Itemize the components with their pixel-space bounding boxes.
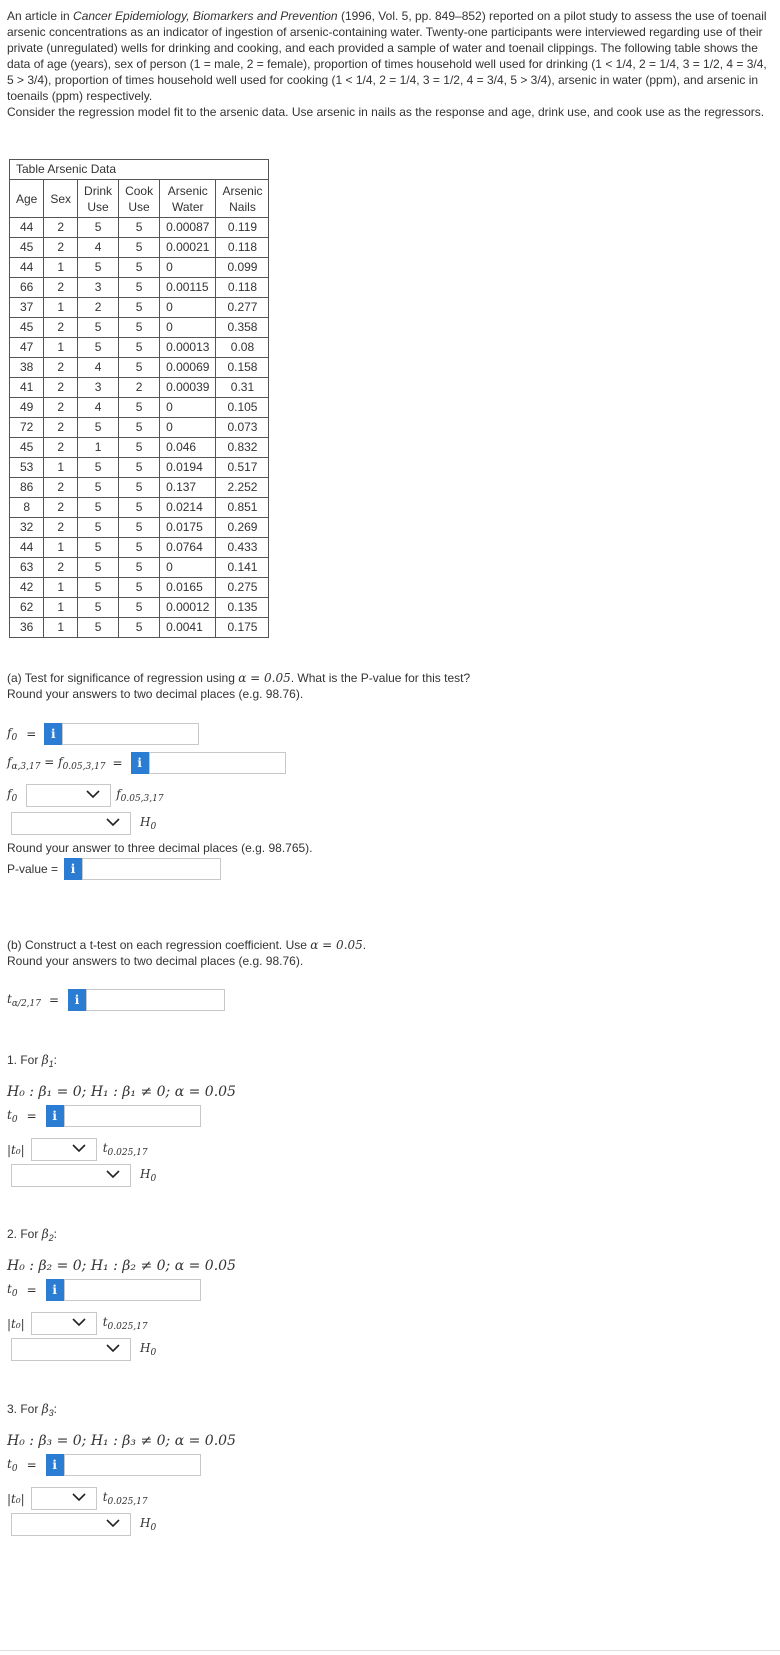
beta-2-t0-input[interactable] <box>64 1279 201 1301</box>
table-cell: 44 <box>10 218 44 238</box>
table-cell: 0.175 <box>216 618 269 638</box>
table-caption: Table Arsenic Data <box>9 159 269 179</box>
table-row <box>10 438 269 458</box>
table-row <box>10 238 269 258</box>
beta-3-heading: 3. For $\beta_3$: <box>7 1402 57 1418</box>
table-cell: 0.00087 <box>160 218 216 238</box>
table-cell: 5 <box>78 258 119 278</box>
table-cell: 5 <box>119 458 160 478</box>
table-cell: 0.269 <box>216 518 269 538</box>
f0-row: $f_0$ = i <box>7 723 199 745</box>
table-cell: 0.119 <box>216 218 269 238</box>
beta-1-h0-row <box>11 1164 156 1187</box>
table-cell: 2 <box>44 218 78 238</box>
beta-3-h0-row <box>11 1513 156 1536</box>
table-header-cell: Sex <box>44 180 78 218</box>
table-cell: 32 <box>10 518 44 538</box>
table-cell: 5 <box>119 258 160 278</box>
table-cell: 2 <box>44 358 78 378</box>
table-cell: 0.118 <box>216 278 269 298</box>
table-cell: 0.00012 <box>160 598 216 618</box>
journal-name: Cancer Epidemiology, Biomarkers and Prevention <box>73 9 338 23</box>
table-cell: 2 <box>119 378 160 398</box>
info-icon[interactable]: i <box>131 752 149 774</box>
table-row <box>10 518 269 538</box>
table-row <box>10 618 269 638</box>
table-cell: 42 <box>10 578 44 598</box>
beta-2-comparison-select[interactable] <box>31 1312 97 1335</box>
table-cell: 2 <box>44 518 78 538</box>
t0-label: $t_0$ <box>7 1281 18 1299</box>
h0-decision-row <box>11 812 156 835</box>
table-cell: 5 <box>119 538 160 558</box>
t-critical-input[interactable] <box>86 989 225 1011</box>
table-cell: 5 <box>119 358 160 378</box>
table-cell: 0.0041 <box>160 618 216 638</box>
table-cell: 86 <box>10 478 44 498</box>
table-row <box>10 218 269 238</box>
problem-statement <box>7 8 773 120</box>
pvalue-row <box>7 858 221 880</box>
table-cell: 2 <box>44 278 78 298</box>
f0-label: $f_0$ <box>7 725 18 743</box>
table-cell: 5 <box>119 438 160 458</box>
h0-label: $H_0$ <box>140 1341 157 1358</box>
table-cell: 1 <box>44 598 78 618</box>
table-row <box>10 338 269 358</box>
beta-3-t0-input[interactable] <box>64 1454 201 1476</box>
table-cell: 3 <box>78 378 119 398</box>
table-cell: 47 <box>10 338 44 358</box>
table-cell: 5 <box>78 518 119 538</box>
table-body <box>10 218 269 638</box>
table-cell: 0.433 <box>216 538 269 558</box>
table-cell: 41 <box>10 378 44 398</box>
table-cell: 5 <box>78 338 119 358</box>
table-cell: 1 <box>44 618 78 638</box>
table-cell: 5 <box>78 558 119 578</box>
table-cell: 0.517 <box>216 458 269 478</box>
table-cell: 2 <box>44 498 78 518</box>
table-cell: 2 <box>44 318 78 338</box>
table-cell: 5 <box>78 498 119 518</box>
table-cell: 0.0194 <box>160 458 216 478</box>
table-cell: 2 <box>44 478 78 498</box>
table-header-cell: Arsenic Nails <box>216 180 269 218</box>
t-critical-compare-label: $t_{0.025,17}$ <box>102 1315 148 1332</box>
table-cell: 44 <box>10 538 44 558</box>
beta-1-h0-decision-select[interactable] <box>11 1164 131 1187</box>
table-row <box>10 358 269 378</box>
t-critical-label: $t_{\alpha/2,17}$ <box>7 991 41 1009</box>
table-cell: 45 <box>10 438 44 458</box>
beta-1-comparison-select[interactable] <box>31 1138 97 1161</box>
table-row <box>10 478 269 498</box>
f-critical-input[interactable] <box>149 752 286 774</box>
table-cell: 4 <box>78 358 119 378</box>
table-cell: 0.0175 <box>160 518 216 538</box>
t0-label: $t_0$ <box>7 1107 18 1125</box>
chevron-down-icon <box>86 787 100 801</box>
chevron-down-icon <box>72 1141 86 1155</box>
table-cell: 5 <box>119 218 160 238</box>
table-cell: 2 <box>44 378 78 398</box>
chevron-down-icon <box>72 1315 86 1329</box>
chevron-down-icon <box>72 1490 86 1504</box>
table-cell: 0.00039 <box>160 378 216 398</box>
table-cell: 5 <box>119 318 160 338</box>
table-cell: 0 <box>160 258 216 278</box>
table-cell: 5 <box>119 418 160 438</box>
table-cell: 5 <box>78 538 119 558</box>
part-b-question: (b) Construct a t-test on each regression coefficient. Use α = 0.05. Round your answers to two decimal places (e.g. 98.76). <box>7 937 767 969</box>
intro-paragraph: An article in Cancer Epidemiology, Biomarkers and Prevention (1996, Vol. 5, pp. 849–852) reported on a pilot study to assess the use of toenail arsenic concentrations as an indicator of ingestion of arsenic-containing water. Twenty-one participants were interviewed regarding use of their private (unregulated) wells for drinking and cooking, and each provided a sample of water and toenail clippings. The following table shows the data of age (years), sex of person (1 = male, 2 = female), proportion of times household well used for drinking (1 < 1/4, 2 = 1/4, 3 = 1/2, 4 = 3/4, 5 > 3/4), proportion of times household well used for cooking (1 < 1/4, 2 = 1/4, 3 = 1/2, 4 = 3/4, 5 > 3/4), arsenic in water (ppm), and arsenic in toenails (ppm) respectively. <box>7 9 767 103</box>
table-cell: 0.141 <box>216 558 269 578</box>
table-cell: 2.252 <box>216 478 269 498</box>
part-a-question: (a) Test for significance of regression using α = 0.05. What is the P-value for this test? Round your answers to two decimal places (e.g. 98.76). <box>7 670 767 702</box>
table-row <box>10 498 269 518</box>
table-cell: 0 <box>160 398 216 418</box>
table-row <box>10 298 269 318</box>
table-cell: 5 <box>119 238 160 258</box>
beta-2-h0-row <box>11 1338 156 1361</box>
table-row <box>10 578 269 598</box>
table-cell: 5 <box>78 578 119 598</box>
table-cell: 63 <box>10 558 44 578</box>
info-icon[interactable]: i <box>68 989 86 1011</box>
beta-2-compare-row <box>7 1312 148 1335</box>
table-cell: 53 <box>10 458 44 478</box>
table-cell: 4 <box>78 398 119 418</box>
table-cell: 5 <box>119 618 160 638</box>
alpha-value: α = 0.05 <box>310 938 363 952</box>
table-cell: 0.00069 <box>160 358 216 378</box>
table-header-cell: Arsenic Water <box>160 180 216 218</box>
table-cell: 1 <box>78 438 119 458</box>
rounding-note: Round your answers to two decimal places (e.g. 98.76). <box>7 954 304 968</box>
rounding-note-three: Round your answer to three decimal places (e.g. 98.765). <box>7 841 313 855</box>
arsenic-data-table-wrap <box>9 159 269 638</box>
f-critical-row: $f_{\alpha,3,17} = f_{0.05,3,17}$ = i <box>7 752 286 774</box>
table-header-cell: Age <box>10 180 44 218</box>
table-cell: 45 <box>10 318 44 338</box>
f-comparison-select[interactable] <box>26 784 111 807</box>
table-cell: 0.158 <box>216 358 269 378</box>
table-cell: 1 <box>44 338 78 358</box>
table-cell: 62 <box>10 598 44 618</box>
t0-label: $t_0$ <box>7 1456 18 1474</box>
table-cell: 5 <box>119 518 160 538</box>
beta-2-h0-decision-select[interactable] <box>11 1338 131 1361</box>
table-header-row <box>10 180 269 218</box>
table-cell: 1 <box>44 298 78 318</box>
alpha-value: α = 0.05 <box>238 671 291 685</box>
chevron-down-icon <box>106 815 120 829</box>
table-row <box>10 558 269 578</box>
table-cell: 1 <box>44 458 78 478</box>
table-cell: 0.046 <box>160 438 216 458</box>
info-icon[interactable]: i <box>64 858 82 880</box>
table-cell: 0 <box>160 558 216 578</box>
table-cell: 4 <box>78 238 119 258</box>
intro-instruction: Consider the regression model fit to the arsenic data. Use arsenic in nails as the response and age, drink use, and cook use as the regressors. <box>7 105 765 119</box>
table-cell: 0 <box>160 418 216 438</box>
table-row <box>10 598 269 618</box>
beta-2-heading: 2. For $\beta_2$: <box>7 1227 57 1243</box>
f-compare-row <box>7 784 164 807</box>
chevron-down-icon <box>106 1167 120 1181</box>
table-cell: 0.832 <box>216 438 269 458</box>
table-cell: 5 <box>78 318 119 338</box>
table-cell: 5 <box>78 618 119 638</box>
table-cell: 0.0165 <box>160 578 216 598</box>
info-icon[interactable]: i <box>46 1105 64 1127</box>
table-cell: 0.105 <box>216 398 269 418</box>
table-cell: 2 <box>44 438 78 458</box>
beta-1-compare-row <box>7 1138 148 1161</box>
table-cell: 0.277 <box>216 298 269 318</box>
h0-label: $H_0$ <box>140 1167 157 1184</box>
table-cell: 8 <box>10 498 44 518</box>
h0-label: $H_0$ <box>140 1516 157 1533</box>
table-row <box>10 398 269 418</box>
table-cell: 0.851 <box>216 498 269 518</box>
table-row <box>10 278 269 298</box>
table-cell: 36 <box>10 618 44 638</box>
table-cell: 0.31 <box>216 378 269 398</box>
table-cell: 0.099 <box>216 258 269 278</box>
abs-t0-label: |t₀| <box>7 1491 25 1506</box>
t-critical-compare-label: $t_{0.025,17}$ <box>102 1141 148 1158</box>
table-cell: 2 <box>44 398 78 418</box>
beta-3-compare-row <box>7 1487 148 1510</box>
table-cell: 5 <box>78 598 119 618</box>
table-cell: 2 <box>44 558 78 578</box>
info-icon[interactable]: i <box>46 1279 64 1301</box>
table-cell: 0 <box>160 298 216 318</box>
table-cell: 5 <box>119 298 160 318</box>
f0-compare-label: $f_0$ <box>7 787 18 804</box>
table-cell: 0.08 <box>216 338 269 358</box>
table-cell: 5 <box>78 418 119 438</box>
table-cell: 0.00013 <box>160 338 216 358</box>
table-cell: 5 <box>119 498 160 518</box>
table-cell: 5 <box>119 478 160 498</box>
beta-3-comparison-select[interactable] <box>31 1487 97 1510</box>
h0-label: $H_0$ <box>140 815 157 832</box>
table-cell: 0.0214 <box>160 498 216 518</box>
beta-2-t0-row: $t_0$ = i <box>7 1279 201 1301</box>
table-cell: 5 <box>119 338 160 358</box>
table-cell: 49 <box>10 398 44 418</box>
h0-decision-select[interactable] <box>11 812 131 835</box>
table-cell: 1 <box>44 258 78 278</box>
table-row <box>10 258 269 278</box>
table-cell: 0 <box>160 318 216 338</box>
pvalue-input[interactable] <box>82 858 221 880</box>
table-row <box>10 418 269 438</box>
table-cell: 5 <box>78 458 119 478</box>
table-cell: 44 <box>10 258 44 278</box>
table-cell: 5 <box>119 398 160 418</box>
table-cell: 5 <box>78 478 119 498</box>
table-cell: 0.0764 <box>160 538 216 558</box>
table-cell: 0.358 <box>216 318 269 338</box>
table-cell: 0.118 <box>216 238 269 258</box>
abs-t0-label: |t₀| <box>7 1142 25 1157</box>
f-critical-compare-label: $f_{0.05,3,17}$ <box>116 787 164 804</box>
table-row <box>10 378 269 398</box>
table-cell: 38 <box>10 358 44 378</box>
beta-1-heading: 1. For $\beta_1$: <box>7 1053 57 1069</box>
table-cell: 1 <box>44 538 78 558</box>
abs-t0-label: |t₀| <box>7 1316 25 1331</box>
table-cell: 5 <box>119 578 160 598</box>
rounding-note: Round your answers to two decimal places (e.g. 98.76). <box>7 687 304 701</box>
chevron-down-icon <box>106 1516 120 1530</box>
beta-1-t0-row: $t_0$ = i <box>7 1105 201 1127</box>
table-cell: 5 <box>119 558 160 578</box>
table-cell: 2 <box>78 298 119 318</box>
beta-1-hypothesis: H₀ : β₁ = 0; H₁ : β₁ ≠ 0; α = 0.05 <box>7 1084 236 1100</box>
table-cell: 37 <box>10 298 44 318</box>
beta-3-h0-decision-select[interactable] <box>11 1513 131 1536</box>
table-cell: 5 <box>119 278 160 298</box>
beta-3-t0-row: $t_0$ = i <box>7 1454 201 1476</box>
table-cell: 45 <box>10 238 44 258</box>
table-cell: 5 <box>119 598 160 618</box>
table-cell: 0.135 <box>216 598 269 618</box>
beta-2-hypothesis: H₀ : β₂ = 0; H₁ : β₂ ≠ 0; α = 0.05 <box>7 1258 236 1274</box>
table-cell: 72 <box>10 418 44 438</box>
f-critical-label: $f_{\alpha,3,17} = f_{0.05,3,17}$ <box>7 754 106 772</box>
table-cell: 0.00021 <box>160 238 216 258</box>
t-critical-row: $t_{\alpha/2,17}$ = i <box>7 989 225 1011</box>
info-icon[interactable]: i <box>44 723 62 745</box>
table-row <box>10 538 269 558</box>
info-icon[interactable]: i <box>46 1454 64 1476</box>
pvalue-label: P-value = <box>7 862 59 876</box>
f0-input[interactable] <box>62 723 199 745</box>
table-cell: 0.275 <box>216 578 269 598</box>
table-cell: 3 <box>78 278 119 298</box>
table-cell: 5 <box>78 218 119 238</box>
table-header-cell: Cook Use <box>119 180 160 218</box>
table-cell: 2 <box>44 418 78 438</box>
chevron-down-icon <box>106 1341 120 1355</box>
table-row <box>10 458 269 478</box>
table-cell: 66 <box>10 278 44 298</box>
beta-1-t0-input[interactable] <box>64 1105 201 1127</box>
beta-3-hypothesis: H₀ : β₃ = 0; H₁ : β₃ ≠ 0; α = 0.05 <box>7 1433 236 1449</box>
table-cell: 0.137 <box>160 478 216 498</box>
bottom-divider <box>0 1650 780 1651</box>
table-row <box>10 318 269 338</box>
t-critical-compare-label: $t_{0.025,17}$ <box>102 1490 148 1507</box>
table-header-cell: Drink Use <box>78 180 119 218</box>
table-cell: 0.073 <box>216 418 269 438</box>
table-cell: 2 <box>44 238 78 258</box>
arsenic-data-table <box>9 159 269 638</box>
table-cell: 0.00115 <box>160 278 216 298</box>
table-cell: 1 <box>44 578 78 598</box>
